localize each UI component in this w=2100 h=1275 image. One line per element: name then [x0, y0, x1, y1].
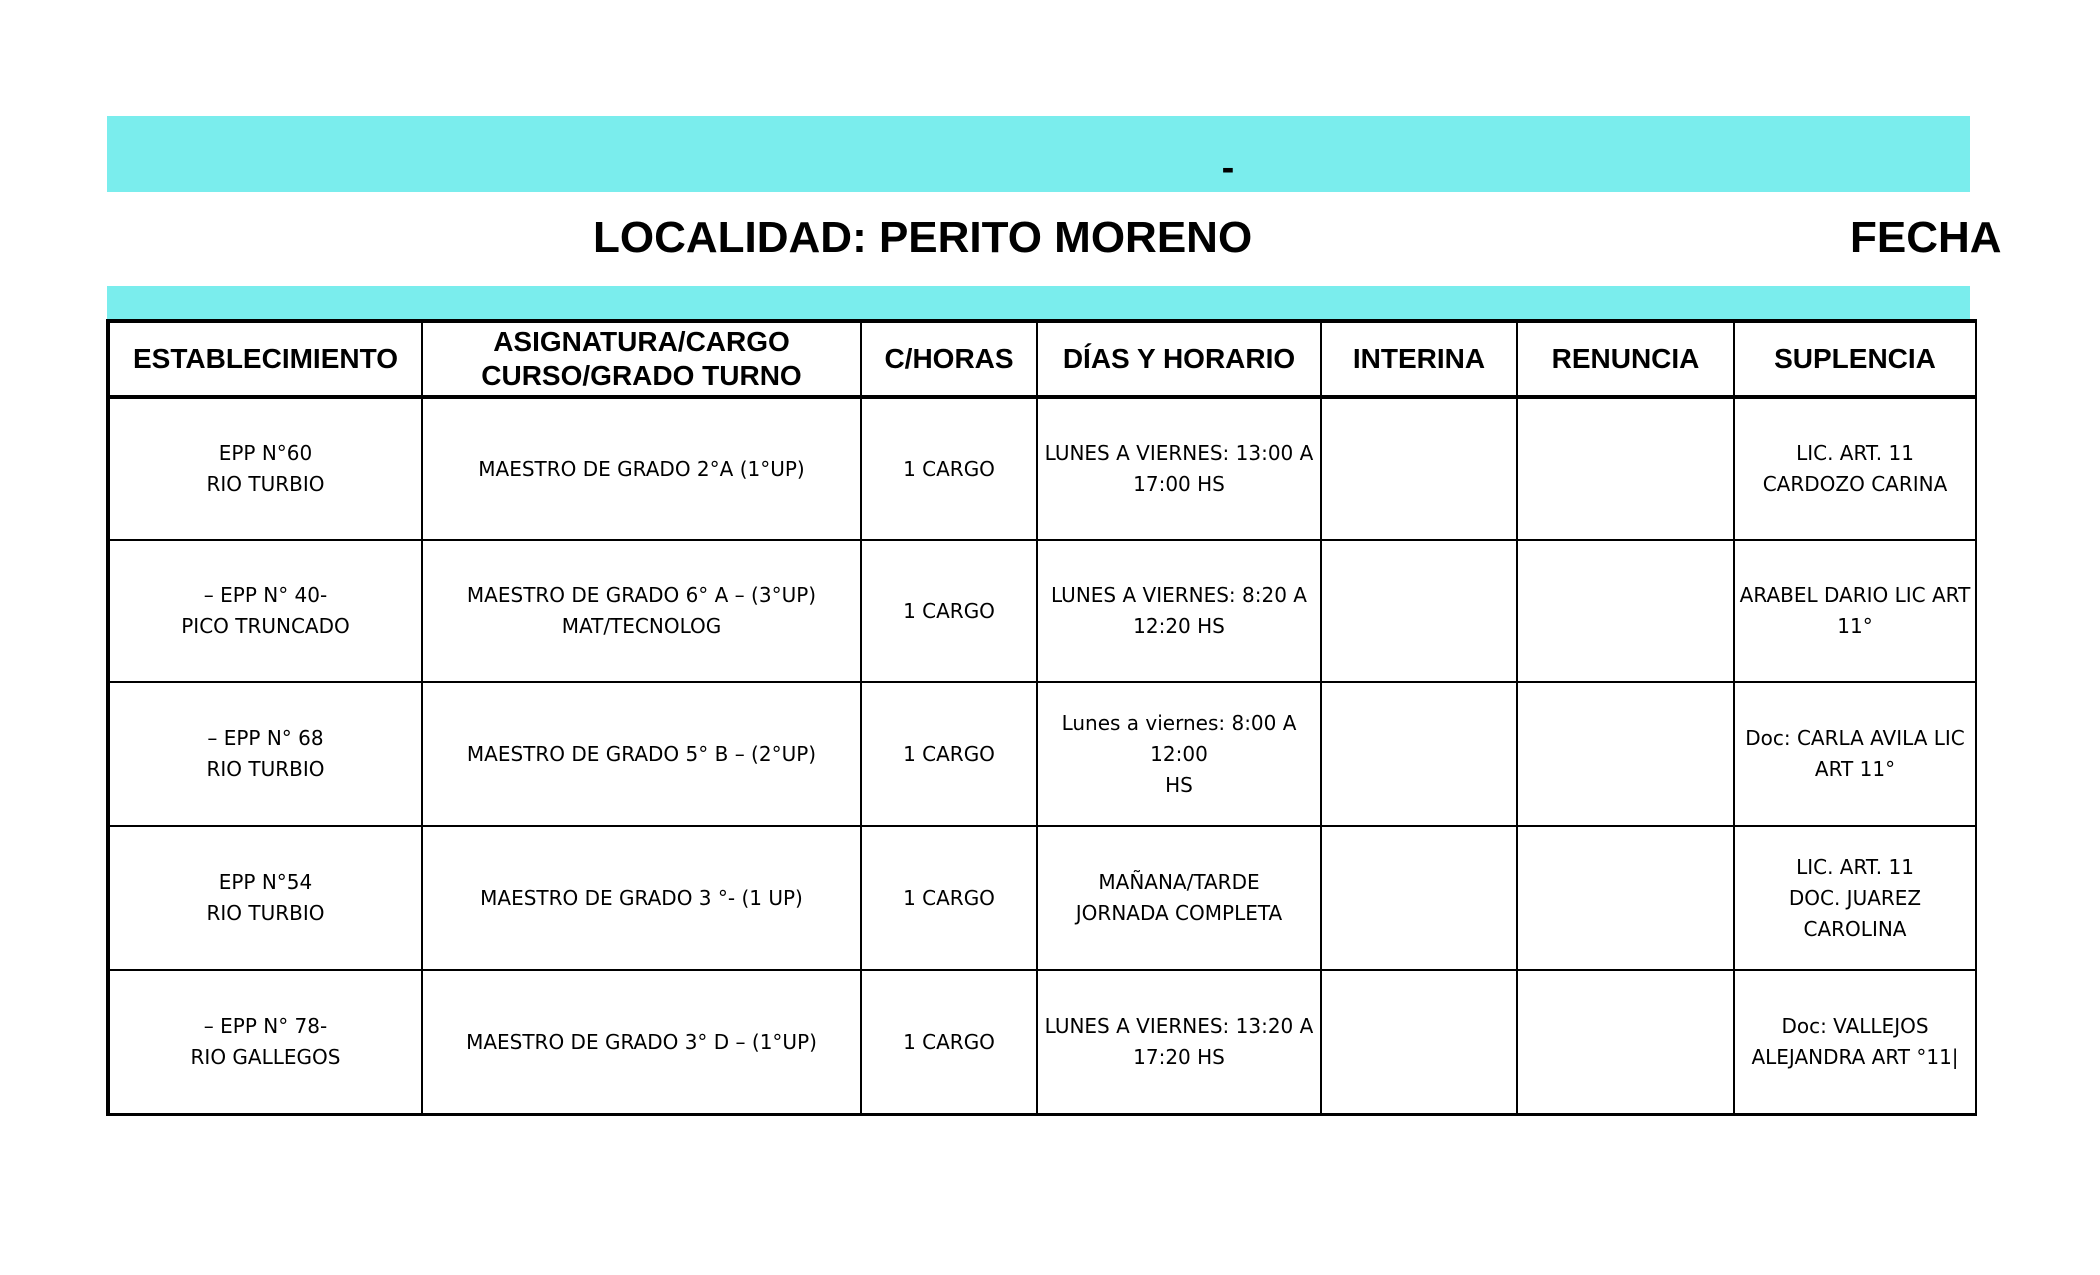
column-header-suplencia: SUPLENCIA [1734, 321, 1976, 397]
cell-horas: 1 CARGO [861, 397, 1037, 540]
column-header-horas: C/HORAS [861, 321, 1037, 397]
cell-interina [1321, 970, 1517, 1115]
cell-establecimiento: EPP N°60 RIO TURBIO [108, 397, 422, 540]
cell-interina [1321, 826, 1517, 970]
fecha-label-container [1850, 208, 2002, 268]
cell-asignatura: MAESTRO DE GRADO 5° B – (2°UP) [422, 682, 861, 826]
table-row [108, 970, 1976, 1115]
cell-horario: LUNES A VIERNES: 13:00 A 17:00 HS [1037, 397, 1321, 540]
cell-establecimiento: – EPP N° 40- PICO TRUNCADO [108, 540, 422, 682]
cell-interina [1321, 397, 1517, 540]
header-dash: - [1221, 147, 1235, 189]
table-row [108, 540, 1976, 682]
cell-asignatura: MAESTRO DE GRADO 3 °- (1 UP) [422, 826, 861, 970]
column-header-horario: DÍAS Y HORARIO [1037, 321, 1321, 397]
cell-asignatura: MAESTRO DE GRADO 2°A (1°UP) [422, 397, 861, 540]
table-row [108, 826, 1976, 970]
cell-horas: 1 CARGO [861, 682, 1037, 826]
locality-title: LOCALIDAD: PERITO MORENO [593, 213, 1253, 262]
cell-renuncia [1517, 397, 1734, 540]
table-header-row [108, 321, 1976, 397]
column-header-asignatura: ASIGNATURA/CARGO CURSO/GRADO TURNO [422, 321, 861, 397]
fecha-label: FECHA [1850, 213, 2002, 262]
table-row [108, 397, 1976, 540]
cell-renuncia [1517, 540, 1734, 682]
cell-interina [1321, 682, 1517, 826]
cell-asignatura: MAESTRO DE GRADO 6° A – (3°UP) MAT/TECNOLOG [422, 540, 861, 682]
cell-establecimiento: – EPP N° 68 RIO TURBIO [108, 682, 422, 826]
cell-horas: 1 CARGO [861, 540, 1037, 682]
cell-suplencia: Doc: VALLEJOS ALEJANDRA ART °11| [1734, 970, 1976, 1115]
cell-suplencia: Doc: CARLA AVILA LIC ART 11° [1734, 682, 1976, 826]
cell-establecimiento: – EPP N° 78- RIO GALLEGOS [108, 970, 422, 1115]
cell-asignatura: MAESTRO DE GRADO 3° D – (1°UP) [422, 970, 861, 1115]
column-header-establecimiento: ESTABLECIMIENTO [108, 321, 422, 397]
table-container [106, 319, 1970, 1121]
cell-horario: Lunes a viernes: 8:00 A 12:00 HS [1037, 682, 1321, 826]
cell-renuncia [1517, 970, 1734, 1115]
positions-table [106, 319, 1977, 1116]
cell-suplencia: ARABEL DARIO LIC ART 11° [1734, 540, 1976, 682]
cell-suplencia: LIC. ART. 11 CARDOZO CARINA [1734, 397, 1976, 540]
cell-renuncia [1517, 826, 1734, 970]
table-row [108, 682, 1976, 826]
cell-horario: LUNES A VIERNES: 13:20 A 17:20 HS [1037, 970, 1321, 1115]
cell-horario: LUNES A VIERNES: 8:20 A 12:20 HS [1037, 540, 1321, 682]
cell-horas: 1 CARGO [861, 826, 1037, 970]
cell-horas: 1 CARGO [861, 970, 1037, 1115]
cell-suplencia: LIC. ART. 11 DOC. JUAREZ CAROLINA [1734, 826, 1976, 970]
header-band-bottom [107, 286, 1970, 321]
cell-interina [1321, 540, 1517, 682]
header-band-top [107, 116, 1970, 192]
column-header-interina: INTERINA [1321, 321, 1517, 397]
column-header-renuncia: RENUNCIA [1517, 321, 1734, 397]
cell-horario: MAÑANA/TARDE JORNADA COMPLETA [1037, 826, 1321, 970]
cell-establecimiento: EPP N°54 RIO TURBIO [108, 826, 422, 970]
cell-renuncia [1517, 682, 1734, 826]
